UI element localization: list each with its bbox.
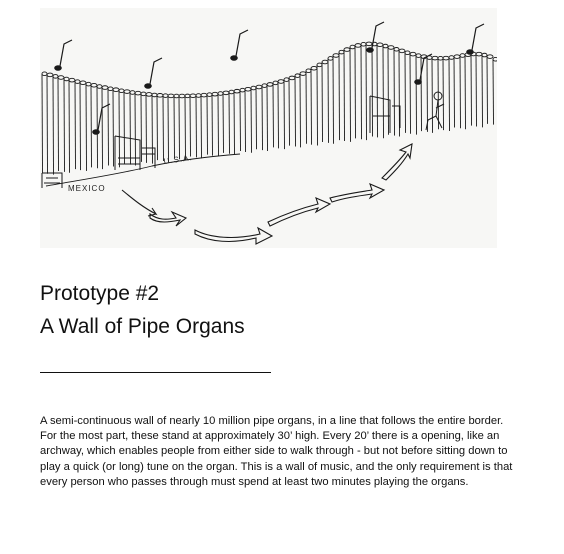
pipe-cap — [196, 94, 201, 98]
pipe-cap — [355, 44, 361, 48]
pipe — [377, 45, 378, 138]
pipe-cap — [438, 56, 443, 60]
note-head — [231, 56, 237, 60]
pipe-cap — [201, 93, 207, 97]
pipe — [212, 94, 213, 155]
pipe-cap — [405, 51, 410, 55]
pipe — [350, 47, 351, 142]
pipe-cap — [69, 78, 75, 82]
pipe-cap — [108, 87, 113, 91]
pipe-cap — [163, 94, 168, 98]
pipe-cap — [80, 81, 86, 85]
pipe-cap — [157, 94, 163, 98]
pipe-cap — [218, 92, 223, 96]
arrow-1 — [122, 190, 156, 216]
pipe-cap — [487, 55, 493, 59]
pipe — [311, 68, 312, 144]
pipe-cap — [229, 90, 234, 94]
pipe — [416, 56, 417, 135]
pipe-cap — [64, 77, 69, 81]
pipe-cap — [278, 80, 284, 84]
pipe — [201, 95, 202, 158]
arrow-3 — [195, 228, 272, 244]
pipe — [119, 91, 120, 168]
pipe — [372, 44, 373, 136]
pipe — [113, 90, 114, 167]
pipe-cap — [207, 93, 212, 97]
pipe — [207, 95, 208, 155]
pipe — [284, 80, 285, 150]
pipe-cap — [251, 86, 256, 90]
pipe — [273, 83, 274, 147]
pipe-cap — [130, 91, 135, 95]
pipe-cap — [113, 88, 119, 92]
pipe — [245, 89, 246, 152]
note-head — [55, 66, 61, 70]
pipe — [234, 91, 235, 154]
pipe — [460, 56, 461, 129]
pipe — [64, 79, 65, 172]
pipe — [476, 54, 477, 126]
pipe — [163, 96, 164, 161]
note-stem — [472, 24, 484, 50]
pipe-cap — [476, 52, 482, 56]
pipe-cap — [333, 54, 339, 58]
pipe — [317, 65, 318, 146]
pipe — [69, 80, 70, 173]
pipe-cap — [97, 85, 102, 89]
pipe — [361, 44, 362, 139]
pipe — [240, 90, 241, 151]
pipe-cap — [234, 89, 240, 93]
pipe — [383, 46, 384, 138]
pipe — [53, 76, 54, 174]
pipe — [146, 94, 147, 162]
pipe — [355, 45, 356, 138]
pipe-cap — [482, 53, 487, 57]
pipe — [465, 55, 466, 130]
pipe-cap — [75, 80, 80, 84]
pipe-cap — [443, 56, 449, 60]
pipe — [421, 57, 422, 131]
pipe — [179, 96, 180, 159]
pipe-cap — [190, 94, 196, 98]
pipe-cap — [344, 48, 350, 52]
usa-label: U.S.A. — [163, 153, 194, 166]
pipe — [91, 85, 92, 167]
pipe-cap — [377, 43, 383, 47]
pipe-cap — [141, 92, 146, 96]
note-head — [145, 84, 151, 88]
pipe — [229, 92, 230, 154]
pipe — [168, 96, 169, 162]
pipe-cap — [179, 94, 185, 98]
pipe — [86, 84, 87, 171]
pipe-cap — [267, 83, 273, 87]
pipe-cap — [399, 49, 405, 53]
pipe — [394, 49, 395, 135]
pipe — [157, 95, 158, 160]
pipe — [141, 94, 142, 162]
pipe-cap — [42, 72, 47, 76]
pipe-cap — [454, 55, 460, 59]
pipe-cap — [273, 81, 278, 85]
pipe — [58, 78, 59, 171]
pipe — [438, 58, 439, 129]
pipe — [256, 87, 257, 149]
pipe-cap — [432, 56, 438, 60]
pipe — [443, 58, 444, 130]
title-divider — [40, 372, 271, 373]
pipe — [328, 58, 329, 142]
pipe — [278, 81, 279, 148]
pipe — [124, 92, 125, 164]
pipe-cap — [58, 76, 64, 80]
pipe-cap — [449, 56, 454, 60]
pipe-cap — [240, 88, 245, 92]
pipe-cap — [306, 69, 311, 73]
pipe — [471, 54, 472, 126]
pipe-cap — [416, 54, 421, 58]
pipe-cap — [91, 83, 97, 87]
pipe — [80, 83, 81, 170]
pipe-cap — [300, 72, 306, 76]
pipe — [322, 62, 323, 142]
pipe — [405, 53, 406, 133]
note-head — [367, 48, 373, 52]
pipe-cap — [328, 57, 333, 61]
pipe — [262, 86, 263, 150]
pipe-cap — [284, 78, 289, 82]
note-stem — [236, 30, 248, 56]
pipe — [493, 59, 494, 124]
mexico-label: MEXICO — [68, 184, 106, 193]
note-stem — [60, 40, 72, 66]
note-head — [93, 130, 99, 134]
pipe — [102, 88, 103, 170]
pipe-cap — [339, 50, 344, 54]
pipe-cap — [460, 54, 465, 58]
pipe-cap — [295, 74, 300, 78]
arrow-4 — [268, 198, 330, 226]
pipe — [42, 74, 43, 173]
pipe — [223, 93, 224, 153]
note-stem — [372, 22, 384, 48]
pipe-cap — [119, 89, 124, 93]
pipe — [454, 57, 455, 128]
pipe-cap — [366, 42, 372, 46]
pipe — [487, 57, 488, 124]
pipe — [251, 88, 252, 153]
pipe-cap — [350, 45, 355, 49]
arrow-5 — [330, 184, 384, 202]
pipe-cap — [361, 42, 366, 46]
pipe — [135, 93, 136, 165]
pipe — [196, 95, 197, 157]
pipe — [410, 54, 411, 134]
note-head — [467, 50, 473, 54]
pipe-cap — [185, 94, 190, 98]
pipe — [339, 52, 340, 140]
pipe-cap — [245, 87, 251, 91]
pipe — [300, 74, 301, 148]
pipe — [289, 78, 290, 146]
pipe — [152, 95, 153, 164]
organ-pipes — [42, 42, 497, 175]
pipe — [75, 82, 76, 170]
pipe-cap — [317, 63, 322, 67]
pipe-cap — [168, 94, 174, 98]
pipe — [174, 96, 175, 158]
pipe — [267, 84, 268, 151]
pipe — [366, 44, 367, 140]
pipe — [185, 96, 186, 160]
pipe-organ-wall-sketch — [40, 8, 497, 248]
pipe-cap — [223, 91, 229, 95]
pipe — [97, 87, 98, 169]
pipe — [432, 58, 433, 133]
pipe — [108, 89, 109, 166]
prototype-title: Prototype #2 — [40, 282, 160, 305]
pipe-cap — [388, 46, 394, 50]
pipe — [306, 71, 307, 144]
pipe-cap — [394, 47, 399, 51]
sketch-drawing — [40, 8, 497, 248]
pipe-cap — [86, 82, 91, 86]
pipe — [482, 55, 483, 127]
pipe-cap — [135, 91, 141, 95]
pipe — [218, 93, 219, 156]
pipe-cap — [47, 73, 53, 77]
pipe-cap — [493, 57, 497, 61]
pipe-cap — [289, 76, 295, 80]
arrow-6 — [382, 144, 412, 180]
pipe-cap — [383, 44, 388, 48]
pipe — [449, 57, 450, 131]
description-paragraph: A semi-continuous wall of nearly 10 million pipe organs, in a line that follows the entire border. For the most part, these stand at approximately 30’ high. Every 20’ there is a opening, like an archway, which enables people from either side to walk through - but not before sitting down to play a quick (or long) tune on the organ. This is a wall of music, and the only requirement is that every person who passes through must spend at least two minutes playing the organs. — [40, 415, 513, 488]
pipe-cap — [174, 94, 179, 98]
pipe-cap — [262, 84, 267, 88]
pipe — [295, 76, 296, 147]
pipe — [388, 47, 389, 134]
pipe-cap — [256, 85, 262, 89]
note-head — [415, 80, 421, 84]
pipe — [190, 96, 191, 157]
prototype-subtitle: A Wall of Pipe Organs — [40, 315, 245, 338]
pipe-cap — [146, 93, 152, 97]
pipe — [47, 75, 48, 174]
note-stem — [150, 58, 162, 84]
pipe-cap — [212, 92, 218, 96]
pipe — [130, 92, 131, 164]
pipe — [399, 51, 400, 137]
pipe-cap — [53, 75, 58, 79]
pipe-cap — [410, 52, 416, 56]
pipe-cap — [322, 60, 328, 64]
pipe-cap — [311, 66, 317, 70]
pipe-cap — [102, 86, 108, 90]
pipe — [344, 50, 345, 142]
pipe-cap — [124, 90, 130, 94]
pipe — [333, 55, 334, 143]
pipe-cap — [152, 93, 157, 97]
